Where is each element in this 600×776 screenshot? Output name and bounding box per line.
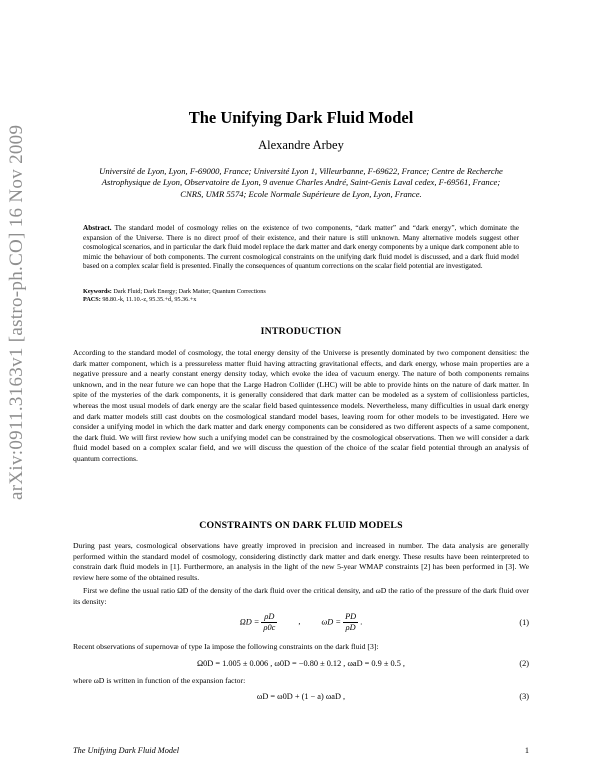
author-name: Alexandre Arbey	[258, 138, 344, 152]
intro-paragraph: According to the standard model of cosmology, the total energy density of the Universe is presently dominated by two component densities: the dark matter component, which is a pressureless matter fluid having attracting gravitational effects, and dark energy, whose main properties are a negative pressure and a nearly constant energy density today, which evoke the idea of vacuum energy. The nature of both components remains unknown, and in the near future we can hope that the Large Hadron Collider (LHC) will be able to provide hints on the nature of dark matter. In spite of the mysteries of the dark components, it is generally considered that dark matter can be modeled as a system of collisionless particles, whereas the most usual models of dark energy are the scalar field based quintessence models. Nevertheless, many difficulties in usual dark energy and dark matter models still cast doubts on the cosmological standard model bases, leaving room for other models to be investigated. Here we consider a unifying model in which the dark matter and dark energy components can be considered as two different aspects of a same component, the dark fluid. We will first review how such a unifying model can be constrained by the cosmological observations. Then we will consider a dark fluid model based on a complex scalar field, and we will discuss the question of the choice of the scalar field potential through an analysis of quantum corrections.	[73, 348, 529, 463]
eq1-fraction-pressure	[343, 612, 358, 633]
constraints-paragraph-1: During past years, cosmological observations have greatly improved in precision and increased in number. The data analysis are generally performed within the standard model of cosmology, considering distinctly dark matter and dark energy. These results have been reinterpreted to constrain dark fluid models in [1]. Furthermore, an analysis in the light of the new 5-year WMAP constraints [2] has been performed in [3]. We review here some of the obtained results.	[73, 541, 529, 582]
pacs: 98.80.-k, 11.10.-z, 95.35.+d, 95.36.+x	[102, 296, 197, 304]
running-title: The Unifying Dark Fluid Model	[73, 746, 179, 755]
abstract	[83, 224, 519, 272]
equation-1: ΩD = $\frac{\rho D}{\rho 0c}$ , ωD = $\frac{PD}{\rho D}$ . (1)	[239, 612, 529, 632]
paper-title: The Unifying Dark Fluid Model	[188, 108, 414, 127]
eq1-omega-w: ωD =	[321, 617, 341, 627]
eq1-number: (1)	[519, 618, 529, 627]
constraints-paragraph-2: First we define the usual ratio ΩD of the density of the dark fluid over the critical density, and ωD the ratio of the pressure of the dark fluid over its density:	[73, 586, 529, 606]
section-title-constraints: CONSTRAINTS ON DARK FLUID MODELS	[199, 520, 403, 531]
eq1-frac1-numerator: ρD	[261, 612, 277, 623]
eq3-number: (3)	[519, 692, 529, 701]
equation-2	[73, 659, 529, 673]
abstract-text: The standard model of cosmology relies on the existence of two components, “dark matter” and “dark energy”, which dominate the expansion of the Universe. There is no direct proof of their existence, and their nature is still unknown. Many alternative models suggest other cosmological scenarios, and in particular the dark fluid model replace the dark matter and dark energy components by a unique dark component able to mimic the behaviour of both components. The current cosmological constraints on the unifying dark fluid model is discussed, and a dark fluid model based on a complex scalar field is presented. Finally the consequences of quantum corrections on the scalar field potential are investigated.	[83, 224, 519, 270]
eq2-body: Ω0D = 1.005 ± 0.006 , ω0D = −0.80 ± 0.12 , ωaD = 0.9 ± 0.5 ,	[196, 659, 406, 668]
eq1-frac1-denominator: ρ0c	[263, 623, 276, 632]
keywords-block	[83, 288, 519, 305]
arxiv-identifier: arXiv:0911.3163v1 [astro-ph.CO] 16 Nov 2009	[6, 124, 27, 500]
pacs-label: PACS:	[83, 296, 101, 304]
eq3-body: ωD = ω0D + (1 − a) ωaD ,	[256, 692, 346, 701]
keywords-label: Keywords:	[83, 288, 112, 295]
eq1-frac2-numerator: PD	[345, 612, 357, 621]
constraints-paragraph-3: Recent observations of supernovæ of type Ia impose the following constraints on the dark fluid [3]:	[73, 642, 379, 651]
affiliation: Université de Lyon, Lyon, F-69000, France; Université Lyon 1, Villeurbanne, F-69622, France; Centre de Recherche Astrophysique de Lyon, Observatoire de Lyon, 9 avenue Charles André, Saint-Genis Laval cedex, F-69561, France; CNRS, UMR 5574; Ecole Normale Supérieure de Lyon, Lyon, France.	[99, 166, 503, 199]
eq1-fraction-density	[261, 612, 277, 633]
page-number: 1	[524, 746, 529, 755]
keywords: Dark Fluid; Dark Energy; Dark Matter; Quantum Corrections	[113, 288, 266, 295]
constraints-paragraph-4: where ωD is written in function of the expansion factor:	[73, 676, 246, 685]
eq1-omega: ΩD =	[239, 617, 260, 627]
eq2-number: (2)	[519, 659, 529, 668]
eq1-frac2-denominator: ρD	[345, 623, 356, 632]
section-title-introduction: INTRODUCTION	[260, 326, 342, 337]
equation-3	[73, 692, 529, 706]
abstract-label: Abstract.	[83, 224, 112, 232]
